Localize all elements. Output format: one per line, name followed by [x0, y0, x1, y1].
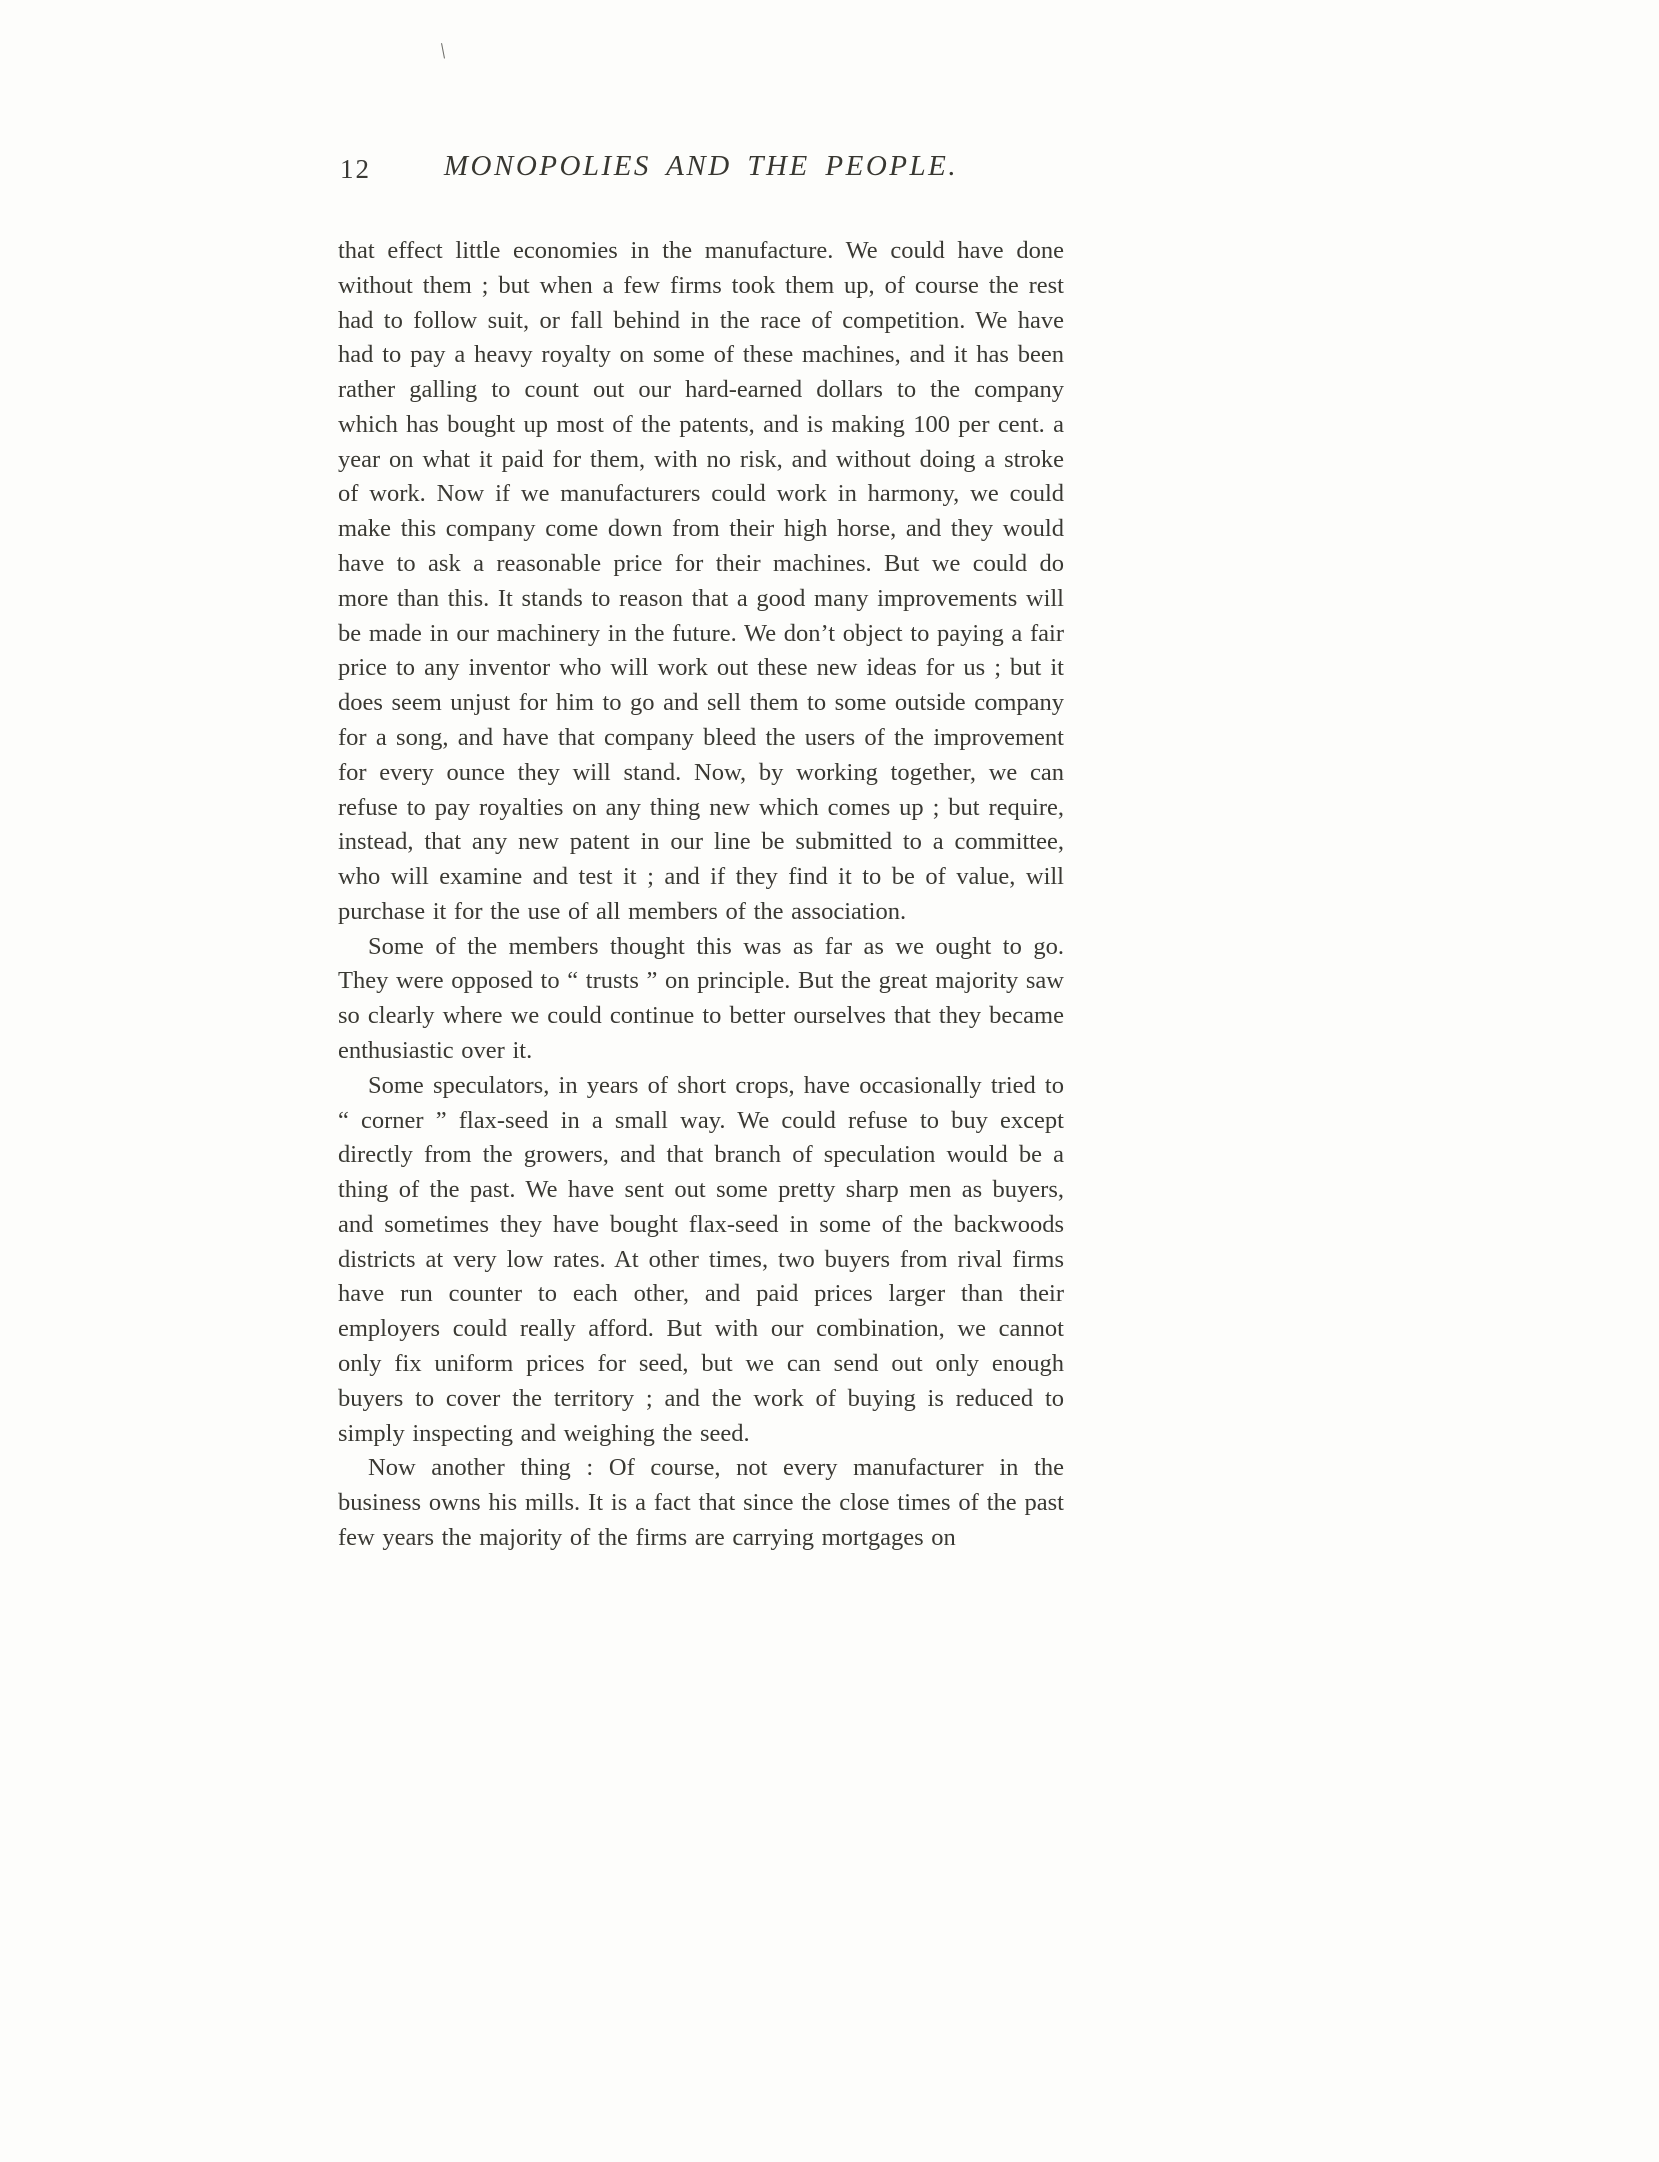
body-text-block: [338, 234, 1064, 1556]
chapter-running-title: MONOPOLIES AND THE PEOPLE.: [443, 150, 959, 182]
page-number: 12: [340, 154, 371, 184]
scan-mark: \: [438, 37, 448, 64]
body-paragraph: Some speculators, in years of short crops, have occasionally tried to “ corner ” flax-seed in a small way. We could refuse to buy except directly from the growers, and that branch of speculation would be a thing of the past. We have sent out some pretty sharp men as buyers, and sometimes they have bought flax-seed in some of the backwoods districts at very low rates. At other times, two buyers from rival firms have run counter to each other, and paid prices larger than their employers could really afford. But with our combination, we cannot only fix uniform prices for seed, but we can send out only enough buyers to cover the territory ; and the work of buying is reduced to simply inspecting and weighing the seed.: [338, 1071, 1064, 1447]
body-paragraph: Now another thing : Of course, not every manufacturer in the business owns his mills. It is a fact that since the close times of the past few years the majority of the firms are carrying mortgages on: [338, 1454, 1064, 1551]
page-content: [338, 150, 1064, 1556]
running-header: [338, 150, 1064, 194]
body-paragraph: Some of the members thought this was as far as we ought to go. They were opposed to “ trusts ” on principle. But the great majority saw so clearly where we could continue to better ourselves that they became enthusiastic over it.: [338, 932, 1064, 1064]
body-paragraph: that effect little economies in the manufacture. We could have done without them ; but when a few firms took them up, of course the rest had to follow suit, or fall behind in the race of competition. We have had to pay a heavy royalty on some of these machines, and it has been rather galling to count out our hard-earned dollars to the company which has bought up most of the patents, and is making 100 per cent. a year on what it paid for them, with no risk, and without doing a stroke of work. Now if we manufacturers could work in harmony, we could make this company come down from their high horse, and they would have to ask a reasonable price for their machines. But we could do more than this. It stands to reason that a good many improvements will be made in our machinery in the future. We don’t object to paying a fair price to any inventor who will work out these new ideas for us ; but it does seem unjust for him to go and sell them to some outside company for a song, and have that company bleed the users of the improvement for every ounce they will stand. Now, by working together, we can refuse to pay royalties on any thing new which comes up ; but require, instead, that any new patent in our line be submitted to a committee, who will examine and test it ; and if they find it to be of value, will purchase it for the use of all members of the association.: [338, 237, 1064, 925]
